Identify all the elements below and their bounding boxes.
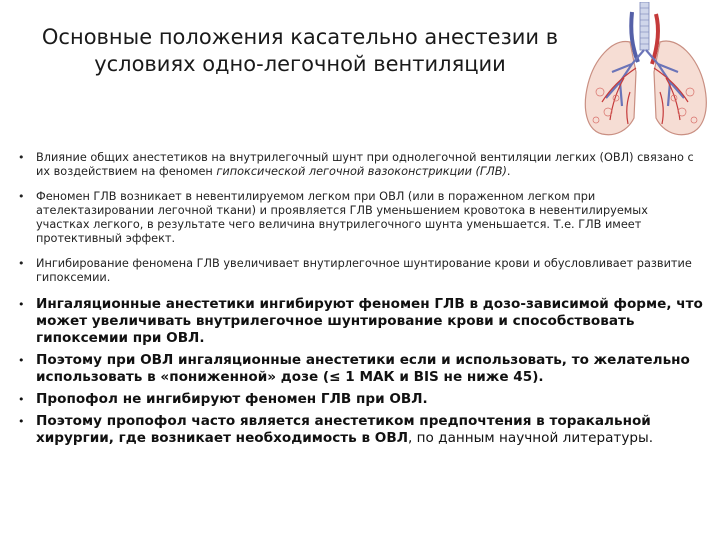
bullet-dot: • bbox=[18, 415, 25, 428]
bullet-dot: • bbox=[18, 190, 25, 203]
title-line-2: условиях одно-легочной вентиляции bbox=[94, 52, 506, 76]
bullet-dot: • bbox=[18, 354, 25, 367]
list-item bbox=[14, 151, 704, 179]
bullet-list bbox=[14, 151, 704, 452]
slide-title bbox=[40, 24, 560, 78]
list-item bbox=[14, 296, 704, 347]
list-item bbox=[14, 391, 704, 408]
bullet-text-part: Влияние общих анестетиков на внутрилегочный шунт при однолегочной вентиляции легких (ОВЛ) связано с их воздействием на феномен bbox=[36, 151, 694, 178]
bullet-dot: • bbox=[18, 257, 25, 270]
bullet-dot: • bbox=[18, 393, 25, 406]
lungs-icon bbox=[572, 2, 720, 142]
list-item bbox=[14, 257, 704, 285]
bullet-text: Поэтому пропофол часто является анестетиком предпочтения в торакальной хирургии, где возникает необходимость в ОВЛ bbox=[36, 413, 651, 446]
list-item bbox=[14, 413, 704, 447]
bullet-text-tail: , по данным научной литературы. bbox=[408, 430, 654, 446]
bullet-dot: • bbox=[18, 298, 25, 311]
bullet-dot: • bbox=[18, 151, 25, 164]
list-item bbox=[14, 190, 704, 246]
list-item bbox=[14, 352, 704, 386]
bullet-text: Феномен ГЛВ возникает в невентилируемом легком при ОВЛ (или в пораженном легком при ателектазировании легочной ткани) и проявляется ГЛВ уменьшением кровотока в невентилируемых участках легкого, в результате чего величина внутрилегочного шунта уменьшается. Т.е. ГЛВ имеет протективный эффект. bbox=[36, 190, 648, 245]
bullet-text: Поэтому при ОВЛ ингаляционные анестетики если и использовать, то желательно использовать в «пониженной» дозе (≤ 1 МАК и BIS не ниже 45). bbox=[36, 352, 690, 385]
bullet-text: Ингаляционные анестетики ингибируют феномен ГЛВ в дозо-зависимой форме, что может увеличивать внутрилегочное шунтирование крови и способствовать гипоксемии при ОВЛ. bbox=[36, 296, 703, 346]
bullet-text: Пропофол не ингибируют феномен ГЛВ при ОВЛ. bbox=[36, 391, 428, 407]
bullet-text-emphasis: гипоксической легочной вазоконстрикции (ГЛВ) bbox=[216, 165, 507, 178]
title-line-1: Основные положения касательно анестезии в bbox=[41, 25, 559, 49]
bullet-text-part: . bbox=[506, 165, 511, 178]
bullet-text: Ингибирование феномена ГЛВ увеличивает внутирлегочное шунтирование крови и обусловливает развитие гипоксемии. bbox=[36, 257, 692, 284]
